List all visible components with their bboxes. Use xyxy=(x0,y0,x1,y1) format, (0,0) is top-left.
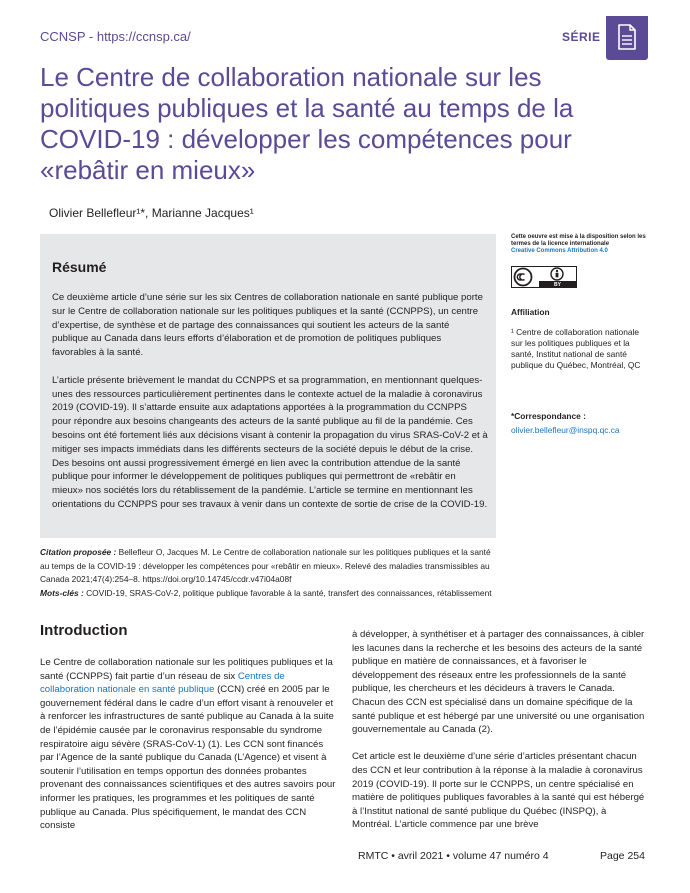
citation-line xyxy=(40,546,500,587)
citation-block xyxy=(40,546,500,600)
abstract-box xyxy=(40,234,496,538)
source-url-link[interactable]: https://ccnsp.ca/ xyxy=(96,29,191,44)
abstract-paragraph: L’article présente brièvement le mandat du CCNPPS et sa programmation, en mentionnant quelques-unes des ressources particulièrement pertinentes dans le contexte actuel de la maladie à coronavirus 2019 (COVID-19). Il s’attarde ensuite aux adaptations apportées à la programmation du CCNPPS pour répondre aux besoins changeants des acteurs de la santé publique au fil de la pandémie. Ces besoins ont été fortement liés aux décisions visant à contenir la propagation du virus SRAS-CoV-2 et à mitiger ses impacts immédiats dans les différents secteurs de la société depuis le début de la crise. Des besoins ont aussi progressivement émergé en lien avec la contribution attendue de la santé publique pour informer le développement de politiques publiques qui permettront de «rebâtir en mieux» nos sociétés lors du rétablissement de la pandémie. L’article se termine en mentionnant les orientations du CCNPPS pour ses travaux à venir dans un contexte de sortie de crise de la COVID-19. xyxy=(52,374,488,510)
section-tab xyxy=(606,16,648,60)
ccn-link[interactable]: Centres de collaboration nationale en santé publique xyxy=(40,670,285,696)
intro-text: (CCN) créé en 2005 par le gouvernement fédéral dans le cadre d’un effort visant à renouveler et à renforcer les infrastructures de santé publique au Canada à la suite de l’épidémie causée par le coronavirus responsable du syndrome respiratoire aigu sévère (SRAS-CoV-1) (1). Les CCN sont financés par l’Agence de la santé publique du Canada (L’Agence) et visent à soutenir l’utilisation en temps opportun des données probantes provenant des connaissances scientifiques et des autres savoirs pour informer les pratiques, les programmes et les politiques de santé publique au Canada. Plus spécifiquement, le mandat des CCN consiste xyxy=(40,684,336,832)
cc-by-badge[interactable] xyxy=(511,266,577,288)
header-source xyxy=(40,29,191,44)
license-link[interactable]: Creative Commons Attribution 4.0 xyxy=(511,248,608,255)
correspondence-heading: *Correspondance : xyxy=(511,411,586,421)
article-title: Le Centre de collaboration nationale sur les politiques publiques et la santé au temps de la COVID-19 : développer les compétences pour «rebâtir en mieux» xyxy=(40,62,574,185)
abstract-heading: Résumé xyxy=(52,259,107,275)
cc-badge-label: BY xyxy=(554,282,561,288)
keywords-label: Mots-clés : xyxy=(40,587,84,598)
correspondence-email-link[interactable]: olivier.bellefleur@inspq.qc.ca xyxy=(511,425,620,435)
affiliation-text: ¹ Centre de collaboration nationale sur les politiques publiques et la santé, Institut national de santé publique du Québec, Montréal, QC xyxy=(511,327,641,370)
introduction-column-right xyxy=(352,628,648,846)
abstract-text xyxy=(52,291,488,526)
section-label: SÉRIE xyxy=(562,30,601,44)
citation-label: Citation proposée : xyxy=(40,547,117,557)
abstract-paragraph: Ce deuxième article d’une série sur les six Centres de collaboration nationale en santé publique porte sur le Centre de collaboration nationale sur les politiques publiques et la santé (CCNPPS), un centre d’expertise, de synthèse et de partage des connaissances qui soutient les acteurs de la santé publique au Canada dans leurs efforts d’élaboration et de promotion de politiques publiques favorables à la santé. xyxy=(52,292,483,359)
license-note xyxy=(511,234,646,256)
footer-page-number: Page 254 xyxy=(600,850,645,862)
source-label: CCNSP xyxy=(40,29,86,44)
source-separator: - xyxy=(85,29,97,44)
citation-text: Bellefleur O, Jacques M. Le Centre de collaboration nationale sur les politiques publiques et la santé au temps de la COVID-19 : développer les compétences pour «rebâtir en mieux». Relevé des maladies transmissibles au Canada 2021;47(4):254–8. https://doi.org/10.14745/ccdr.v47i04a08f xyxy=(40,547,491,584)
intro-text: Le Centre de collaboration nationale sur les politiques publiques et la santé (CCNPPS) fait partie d’un réseau de six xyxy=(40,657,333,682)
keywords-line xyxy=(40,587,500,601)
introduction-paragraph: à développer, à synthétiser et à partager des connaissances, à cibler les lacunes dans la recherche et les besoins des acteurs de la santé publique en matière de connaissances, et à favoriser le développement des réseaux entre les professionnels de la santé publique, les chercheurs et les décideurs à travers le Canada. Chacun des CCN est spécialisé dans un domaine spécifique de la santé publique et est hébergé par une université ou une organisation gouvernementale au Canada (2). xyxy=(352,629,645,736)
introduction-column-left xyxy=(40,656,336,846)
footer-journal: RMTC • avril 2021 • volume 47 numéro 4 xyxy=(358,850,549,862)
authors: Olivier Bellefleur¹*, Marianne Jacques¹ xyxy=(49,206,254,220)
document-icon xyxy=(617,24,637,50)
keywords-text: COVID-19, SRAS-CoV-2, politique publique favorable à la santé, transfert des connaissances, rétablissement xyxy=(83,587,492,598)
introduction-paragraph xyxy=(40,656,336,833)
introduction-heading: Introduction xyxy=(40,622,128,639)
introduction-paragraph: Cet article est le deuxième d’une série d’articles présentant chacun des CCN et leur contribution à la réponse à la maladie à coronavirus 2019 (COVID-19). Il porte sur le CCNPPS, un centre spécialisé en matière de politiques publiques favorables à la santé qui est hébergé à l’Institut national de santé publique du Québec (INSPQ), à Montréal. L’article commence par une brève xyxy=(352,751,645,831)
affiliation-heading: Affiliation xyxy=(511,307,550,317)
license-text: Cette oeuvre est mise à la disposition selon les termes de la licence internationale xyxy=(511,234,646,248)
